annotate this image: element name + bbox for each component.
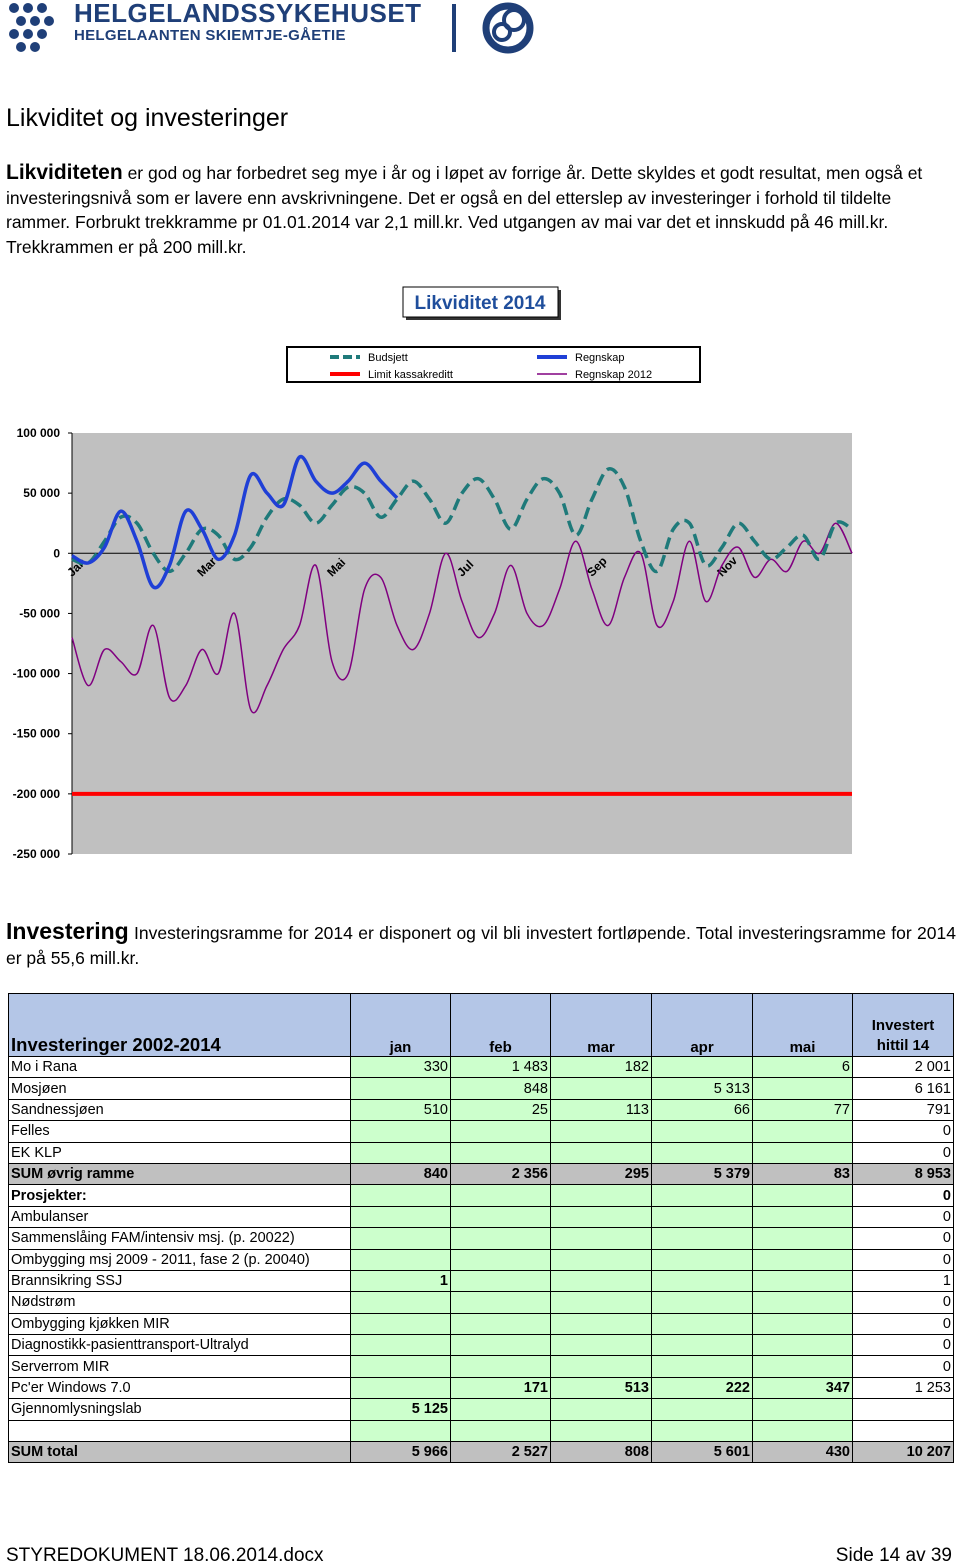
legend-label: Limit kassakreditt bbox=[368, 369, 453, 381]
table-header-cell: apr bbox=[652, 994, 753, 1057]
month-value bbox=[451, 1335, 551, 1356]
month-value bbox=[451, 1185, 551, 1206]
month-value bbox=[451, 1121, 551, 1142]
month-value: 840 bbox=[351, 1163, 451, 1184]
row-label: Pc'er Windows 7.0 bbox=[9, 1377, 351, 1398]
plot-area bbox=[72, 433, 852, 854]
month-value bbox=[451, 1399, 551, 1420]
month-value bbox=[753, 1185, 853, 1206]
table-header-cell: mai bbox=[753, 994, 853, 1057]
month-value bbox=[652, 1420, 753, 1441]
y-tick-label: -100 000 bbox=[12, 666, 60, 681]
month-value bbox=[753, 1335, 853, 1356]
month-value bbox=[551, 1313, 652, 1334]
month-value bbox=[551, 1335, 652, 1356]
month-value bbox=[551, 1356, 652, 1377]
month-value bbox=[753, 1206, 853, 1227]
y-tick-label: -150 000 bbox=[12, 726, 60, 741]
liquidity-chart bbox=[0, 283, 960, 873]
month-value bbox=[351, 1185, 451, 1206]
table-row bbox=[9, 1377, 954, 1398]
table-header-cell: mar bbox=[551, 994, 652, 1057]
month-value bbox=[753, 1292, 853, 1313]
logo-divider bbox=[452, 4, 456, 52]
month-value: 171 bbox=[451, 1377, 551, 1398]
row-label bbox=[9, 1420, 351, 1441]
month-value bbox=[451, 1270, 551, 1291]
month-value bbox=[351, 1078, 451, 1099]
month-value: 510 bbox=[351, 1099, 451, 1120]
table-row bbox=[9, 1099, 954, 1120]
row-total: 0 bbox=[853, 1206, 954, 1227]
y-tick-label: -200 000 bbox=[12, 786, 60, 801]
month-value: 5 313 bbox=[652, 1078, 753, 1099]
month-value: 222 bbox=[652, 1377, 753, 1398]
table-header-row bbox=[9, 994, 954, 1057]
month-value bbox=[551, 1142, 652, 1163]
table-row bbox=[9, 1228, 954, 1249]
month-value bbox=[551, 1206, 652, 1227]
month-value bbox=[351, 1206, 451, 1227]
month-value bbox=[753, 1270, 853, 1291]
row-total: 1 253 bbox=[853, 1377, 954, 1398]
table-row bbox=[9, 1185, 954, 1206]
month-value bbox=[351, 1249, 451, 1270]
month-value bbox=[451, 1206, 551, 1227]
y-tick-label: 0 bbox=[53, 546, 60, 561]
table-row bbox=[9, 1292, 954, 1313]
month-value bbox=[652, 1228, 753, 1249]
row-total: 8 953 bbox=[853, 1163, 954, 1184]
row-label: Mosjøen bbox=[9, 1078, 351, 1099]
month-value: 513 bbox=[551, 1377, 652, 1398]
table-header-cell: jan bbox=[351, 994, 451, 1057]
month-value bbox=[351, 1313, 451, 1334]
month-value bbox=[652, 1270, 753, 1291]
row-total: 0 bbox=[853, 1249, 954, 1270]
month-value bbox=[351, 1377, 451, 1398]
month-value bbox=[351, 1228, 451, 1249]
month-value bbox=[351, 1420, 451, 1441]
month-value: 1 483 bbox=[451, 1057, 551, 1078]
month-value bbox=[351, 1335, 451, 1356]
month-value: 848 bbox=[451, 1078, 551, 1099]
y-tick-label: 50 000 bbox=[23, 486, 60, 501]
row-total: 2 001 bbox=[853, 1057, 954, 1078]
month-value bbox=[753, 1078, 853, 1099]
month-value bbox=[351, 1356, 451, 1377]
month-value: 77 bbox=[753, 1099, 853, 1120]
month-value: 5 379 bbox=[652, 1163, 753, 1184]
month-value: 5 601 bbox=[652, 1442, 753, 1463]
row-label: Felles bbox=[9, 1121, 351, 1142]
month-value bbox=[652, 1121, 753, 1142]
legend-label: Regnskap 2012 bbox=[575, 369, 653, 381]
row-total bbox=[853, 1420, 954, 1441]
month-value: 330 bbox=[351, 1057, 451, 1078]
row-label: EK KLP bbox=[9, 1142, 351, 1163]
row-label: SUM øvrig ramme bbox=[9, 1163, 351, 1184]
month-value bbox=[753, 1121, 853, 1142]
month-value bbox=[551, 1185, 652, 1206]
month-value bbox=[451, 1313, 551, 1334]
row-label: Ombygging kjøkken MIR bbox=[9, 1313, 351, 1334]
x-tick-label: Sep bbox=[584, 553, 610, 580]
row-total: 791 bbox=[853, 1099, 954, 1120]
month-value: 1 bbox=[351, 1270, 451, 1291]
row-total: 0 bbox=[853, 1142, 954, 1163]
table-row bbox=[9, 1206, 954, 1227]
footer-document-name: STYREDOKUMENT 18.06.2014.docx bbox=[6, 1545, 324, 1566]
month-value bbox=[351, 1142, 451, 1163]
row-total: 10 207 bbox=[853, 1442, 954, 1463]
liquidity-lead: Likviditeten bbox=[6, 161, 123, 184]
month-value: 113 bbox=[551, 1099, 652, 1120]
month-value bbox=[551, 1420, 652, 1441]
y-tick-label: -50 000 bbox=[19, 606, 60, 621]
row-total: 0 bbox=[853, 1228, 954, 1249]
month-value bbox=[351, 1121, 451, 1142]
month-value bbox=[451, 1249, 551, 1270]
row-label: Ombygging msj 2009 - 2011, fase 2 (p. 20040) bbox=[9, 1249, 351, 1270]
table-row bbox=[9, 1142, 954, 1163]
row-label: Sandnessjøen bbox=[9, 1099, 351, 1120]
row-label: Ambulanser bbox=[9, 1206, 351, 1227]
month-value bbox=[451, 1142, 551, 1163]
month-value: 5 966 bbox=[351, 1442, 451, 1463]
month-value: 2 527 bbox=[451, 1442, 551, 1463]
legend-label: Regnskap bbox=[575, 352, 625, 364]
month-value bbox=[753, 1313, 853, 1334]
y-axis bbox=[13, 426, 72, 861]
row-label: Mo i Rana bbox=[9, 1057, 351, 1078]
month-value bbox=[753, 1399, 853, 1420]
month-value bbox=[652, 1249, 753, 1270]
liquidity-text: er god og har forbedret seg mye i år og i løpet av forrige år. Dette skyldes et godt resultat, men også et investeringsnivå som er lavere enn avskrivningene. Det er også en del etterslep av investeringer i forhold til tildelte rammer. Forbrukt trekkramme pr 01.01.2014 var 2,1 mill.kr. Ved utgangen av mai var det et innskudd på 46 mill.kr. Trekkrammen er på 200 mill.kr. bbox=[6, 163, 923, 257]
month-value bbox=[652, 1313, 753, 1334]
table-row bbox=[9, 1163, 954, 1184]
month-value bbox=[652, 1356, 753, 1377]
month-value bbox=[652, 1292, 753, 1313]
month-value: 295 bbox=[551, 1163, 652, 1184]
chart-title-box bbox=[403, 287, 561, 320]
month-value bbox=[652, 1399, 753, 1420]
row-total: 0 bbox=[853, 1335, 954, 1356]
month-value: 25 bbox=[451, 1099, 551, 1120]
row-total: 6 161 bbox=[853, 1078, 954, 1099]
month-value bbox=[753, 1249, 853, 1270]
month-value: 2 356 bbox=[451, 1163, 551, 1184]
month-value bbox=[451, 1356, 551, 1377]
table-row bbox=[9, 1249, 954, 1270]
chart-title: Likviditet 2014 bbox=[414, 293, 546, 314]
investment-text: Investeringsramme for 2014 er disponert og vil bli investert fortløpende. Total investeringsramme for 2014 er på 55,6 mill.kr. bbox=[6, 923, 956, 968]
logo-dots-icon bbox=[8, 2, 64, 52]
org-name: HELGELANDSSYKEHUSET bbox=[74, 0, 422, 28]
row-label: Sammenslåing FAM/intensiv msj. (p. 20022) bbox=[9, 1228, 351, 1249]
month-value bbox=[451, 1292, 551, 1313]
table-header-cell: Investeringer 2002-2014 bbox=[9, 994, 351, 1057]
table-row bbox=[9, 1078, 954, 1099]
table-header-cell: feb bbox=[451, 994, 551, 1057]
header-logo bbox=[8, 0, 548, 58]
y-tick-label: -250 000 bbox=[12, 847, 60, 861]
month-value: 5 125 bbox=[351, 1399, 451, 1420]
month-value bbox=[551, 1228, 652, 1249]
month-value bbox=[753, 1228, 853, 1249]
table-row bbox=[9, 1335, 954, 1356]
emblem-icon bbox=[480, 2, 536, 54]
row-label: Prosjekter: bbox=[9, 1185, 351, 1206]
month-value bbox=[451, 1420, 551, 1441]
month-value bbox=[652, 1142, 753, 1163]
section-title: Likviditet og investeringer bbox=[6, 104, 289, 132]
x-tick-label: Nov bbox=[714, 553, 741, 580]
month-value bbox=[652, 1057, 753, 1078]
month-value bbox=[652, 1335, 753, 1356]
month-value bbox=[551, 1292, 652, 1313]
month-value: 83 bbox=[753, 1163, 853, 1184]
month-value: 808 bbox=[551, 1442, 652, 1463]
x-tick-label: Mar bbox=[194, 554, 220, 580]
chart-legend bbox=[287, 347, 700, 382]
row-label: Serverrom MIR bbox=[9, 1356, 351, 1377]
row-total: 0 bbox=[853, 1356, 954, 1377]
table-row bbox=[9, 1420, 954, 1441]
month-value bbox=[551, 1249, 652, 1270]
x-tick-label: Mai bbox=[324, 555, 349, 580]
month-value bbox=[753, 1356, 853, 1377]
month-value: 430 bbox=[753, 1442, 853, 1463]
row-label: Gjennomlysningslab bbox=[9, 1399, 351, 1420]
row-total: 0 bbox=[853, 1313, 954, 1334]
month-value: 6 bbox=[753, 1057, 853, 1078]
liquidity-paragraph bbox=[6, 161, 956, 259]
investment-paragraph bbox=[6, 919, 956, 970]
month-value: 182 bbox=[551, 1057, 652, 1078]
row-label: Nødstrøm bbox=[9, 1292, 351, 1313]
org-subtitle: HELGELAANTEN SKIEMTJE-GÅETIE bbox=[74, 27, 346, 44]
month-value bbox=[451, 1228, 551, 1249]
row-label: Diagnostikk-pasienttransport-Ultralyd bbox=[9, 1335, 351, 1356]
month-value bbox=[551, 1121, 652, 1142]
table-row bbox=[9, 1442, 954, 1463]
month-value bbox=[551, 1399, 652, 1420]
row-total: 0 bbox=[853, 1292, 954, 1313]
month-value bbox=[351, 1292, 451, 1313]
month-value: 347 bbox=[753, 1377, 853, 1398]
investment-table bbox=[8, 993, 954, 1463]
month-value bbox=[551, 1270, 652, 1291]
row-label: SUM total bbox=[9, 1442, 351, 1463]
table-header-cell: Investert hittil 14 bbox=[853, 994, 954, 1057]
row-total: 0 bbox=[853, 1185, 954, 1206]
month-value bbox=[753, 1142, 853, 1163]
row-total bbox=[853, 1399, 954, 1420]
month-value bbox=[652, 1185, 753, 1206]
footer-page-number: Side 14 av 39 bbox=[835, 1545, 952, 1566]
month-value bbox=[551, 1078, 652, 1099]
legend-label: Budsjett bbox=[368, 352, 408, 364]
table-row bbox=[9, 1121, 954, 1142]
table-row bbox=[9, 1356, 954, 1377]
table-row bbox=[9, 1313, 954, 1334]
investment-lead: Investering bbox=[6, 918, 129, 944]
table-row bbox=[9, 1270, 954, 1291]
month-value bbox=[652, 1206, 753, 1227]
row-label: Brannsikring SSJ bbox=[9, 1270, 351, 1291]
x-tick-label: Jul bbox=[454, 557, 477, 580]
row-total: 1 bbox=[853, 1270, 954, 1291]
month-value: 66 bbox=[652, 1099, 753, 1120]
y-tick-label: 100 000 bbox=[16, 426, 60, 440]
table-row bbox=[9, 1399, 954, 1420]
month-value bbox=[753, 1420, 853, 1441]
x-tick-label: Jan bbox=[64, 554, 89, 580]
table-row bbox=[9, 1057, 954, 1078]
row-total: 0 bbox=[853, 1121, 954, 1142]
